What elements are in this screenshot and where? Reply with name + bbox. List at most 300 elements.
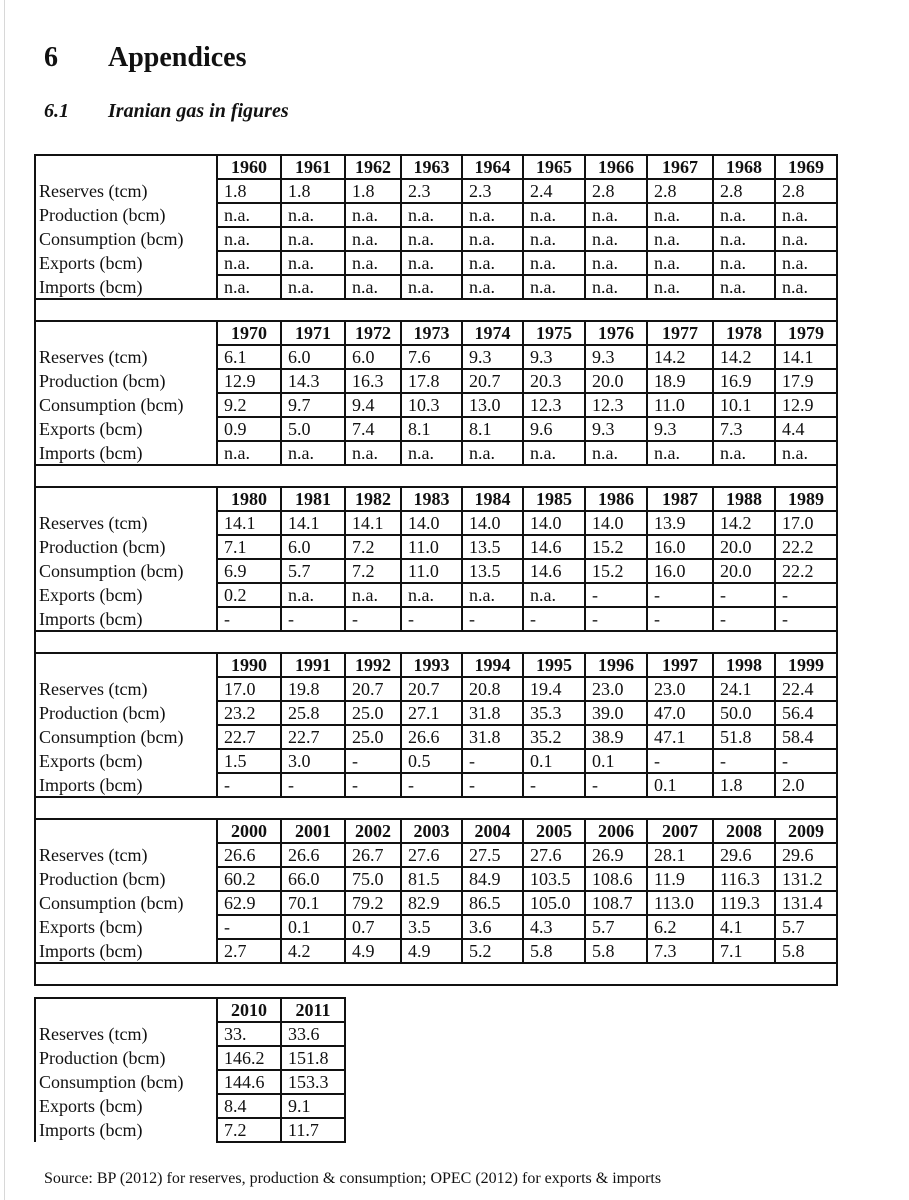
data-cell: n.a.: [281, 275, 345, 299]
data-cell: n.a.: [647, 203, 713, 227]
data-cell: 5.8: [775, 939, 837, 963]
data-cell: n.a.: [647, 275, 713, 299]
data-cell: n.a.: [281, 441, 345, 465]
data-cell: 9.7: [281, 393, 345, 417]
year-header-cell: 1964: [462, 155, 523, 179]
data-cell: 113.0: [647, 891, 713, 915]
data-cell: 18.9: [647, 369, 713, 393]
data-cell: 20.8: [462, 677, 523, 701]
spacer-cell: [35, 465, 837, 487]
table-row: [35, 773, 837, 797]
row-label: Imports (bcm): [35, 275, 217, 299]
data-cell: 13.5: [462, 535, 523, 559]
table-row: [35, 203, 837, 227]
data-cell: -: [217, 915, 281, 939]
data-cell: 14.1: [217, 511, 281, 535]
year-header-cell: 1996: [585, 653, 647, 677]
year-header-cell: 2006: [585, 819, 647, 843]
data-cell: n.a.: [345, 203, 401, 227]
row-label: Imports (bcm): [35, 1118, 217, 1142]
data-cell: 14.0: [523, 511, 585, 535]
year-header-cell: 1968: [713, 155, 775, 179]
data-cell: 22.4: [775, 677, 837, 701]
data-cell: 28.1: [647, 843, 713, 867]
data-cell: 84.9: [462, 867, 523, 891]
year-header-cell: 2002: [345, 819, 401, 843]
data-cell: 70.1: [281, 891, 345, 915]
data-cell: n.a.: [401, 251, 462, 275]
data-cell: 1.8: [281, 179, 345, 203]
data-cell: 7.2: [345, 559, 401, 583]
table-row: [35, 441, 837, 465]
data-cell: 0.5: [401, 749, 462, 773]
data-cell: n.a.: [775, 227, 837, 251]
data-cell: 20.7: [462, 369, 523, 393]
year-header-cell: 1978: [713, 321, 775, 345]
data-cell: 27.5: [462, 843, 523, 867]
data-cell: n.a.: [401, 275, 462, 299]
gas-figures-table-2010-2011: [34, 997, 346, 1143]
row-label: Reserves (tcm): [35, 179, 217, 203]
data-cell: 23.0: [585, 677, 647, 701]
table-row: [35, 677, 837, 701]
year-header-row: [35, 487, 837, 511]
data-cell: -: [217, 773, 281, 797]
data-cell: 13.9: [647, 511, 713, 535]
data-cell: -: [713, 749, 775, 773]
data-cell: 27.6: [523, 843, 585, 867]
data-cell: -: [345, 607, 401, 631]
data-cell: 5.7: [775, 915, 837, 939]
row-label: Consumption (bcm): [35, 393, 217, 417]
row-label: Exports (bcm): [35, 915, 217, 939]
data-cell: n.a.: [523, 203, 585, 227]
data-cell: n.a.: [345, 441, 401, 465]
row-label: Reserves (tcm): [35, 1022, 217, 1046]
data-cell: 39.0: [585, 701, 647, 725]
data-cell: -: [585, 773, 647, 797]
data-cell: 26.6: [217, 843, 281, 867]
data-cell: n.a.: [713, 275, 775, 299]
data-cell: 7.1: [217, 535, 281, 559]
data-cell: 22.7: [217, 725, 281, 749]
data-cell: 2.0: [775, 773, 837, 797]
data-cell: 15.2: [585, 559, 647, 583]
data-cell: 26.6: [281, 843, 345, 867]
data-cell: 31.8: [462, 701, 523, 725]
data-cell: n.a.: [523, 227, 585, 251]
year-header-cell: 1998: [713, 653, 775, 677]
year-header-cell: 2001: [281, 819, 345, 843]
year-header-cell: 1982: [345, 487, 401, 511]
data-cell: -: [713, 583, 775, 607]
data-cell: n.a.: [345, 227, 401, 251]
table-row: [35, 369, 837, 393]
data-cell: n.a.: [775, 275, 837, 299]
data-cell: n.a.: [345, 275, 401, 299]
table-row: [35, 535, 837, 559]
data-cell: 5.7: [585, 915, 647, 939]
data-cell: -: [647, 749, 713, 773]
data-cell: 2.8: [713, 179, 775, 203]
year-header-cell: 1965: [523, 155, 585, 179]
data-cell: 0.2: [217, 583, 281, 607]
year-header-cell: 1975: [523, 321, 585, 345]
data-cell: 7.6: [401, 345, 462, 369]
data-cell: 27.6: [401, 843, 462, 867]
data-cell: 9.4: [345, 393, 401, 417]
year-header-cell: 2010: [217, 998, 281, 1022]
data-cell: -: [462, 749, 523, 773]
subsection-heading: [44, 100, 289, 123]
data-cell: 33.: [217, 1022, 281, 1046]
table-row: [35, 607, 837, 631]
data-cell: n.a.: [462, 583, 523, 607]
data-cell: 6.9: [217, 559, 281, 583]
block-spacer-row: [35, 797, 837, 819]
row-label: Reserves (tcm): [35, 511, 217, 535]
data-cell: 26.9: [585, 843, 647, 867]
year-header-cell: 1962: [345, 155, 401, 179]
data-cell: 2.3: [462, 179, 523, 203]
section-number: 6: [44, 42, 58, 73]
table-row: [35, 701, 837, 725]
data-cell: 20.0: [585, 369, 647, 393]
data-cell: 25.8: [281, 701, 345, 725]
row-label-blank: [35, 321, 217, 345]
data-cell: 119.3: [713, 891, 775, 915]
data-cell: 0.7: [345, 915, 401, 939]
data-cell: 14.2: [713, 511, 775, 535]
row-label: Imports (bcm): [35, 441, 217, 465]
table-row: [35, 227, 837, 251]
row-label: Reserves (tcm): [35, 843, 217, 867]
subsection-number: 6.1: [44, 100, 69, 122]
year-header-cell: 1989: [775, 487, 837, 511]
data-cell: n.a.: [217, 441, 281, 465]
table-row: [35, 891, 837, 915]
year-header-cell: 1960: [217, 155, 281, 179]
block-spacer-row: [35, 963, 837, 985]
data-cell: 29.6: [775, 843, 837, 867]
row-label: Reserves (tcm): [35, 345, 217, 369]
data-cell: n.a.: [647, 227, 713, 251]
row-label: Production (bcm): [35, 1046, 217, 1070]
data-cell: 10.3: [401, 393, 462, 417]
year-header-cell: 2004: [462, 819, 523, 843]
data-cell: n.a.: [713, 251, 775, 275]
data-cell: 79.2: [345, 891, 401, 915]
table-row: [35, 393, 837, 417]
data-cell: 0.9: [217, 417, 281, 441]
data-cell: n.a.: [217, 275, 281, 299]
subsection-title: Iranian gas in figures: [108, 100, 289, 122]
year-header-cell: 1967: [647, 155, 713, 179]
data-cell: -: [401, 773, 462, 797]
year-header-cell: 1976: [585, 321, 647, 345]
data-cell: 58.4: [775, 725, 837, 749]
data-cell: 5.8: [585, 939, 647, 963]
row-label: Production (bcm): [35, 535, 217, 559]
data-cell: 11.7: [281, 1118, 345, 1142]
data-cell: 5.7: [281, 559, 345, 583]
data-cell: 38.9: [585, 725, 647, 749]
data-cell: 31.8: [462, 725, 523, 749]
row-label: Consumption (bcm): [35, 559, 217, 583]
data-cell: 7.1: [713, 939, 775, 963]
data-cell: 19.8: [281, 677, 345, 701]
table-row: [35, 867, 837, 891]
data-cell: -: [775, 749, 837, 773]
data-cell: 20.0: [713, 559, 775, 583]
year-header-cell: 1980: [217, 487, 281, 511]
data-cell: n.a.: [523, 583, 585, 607]
data-cell: n.a.: [647, 251, 713, 275]
data-cell: -: [647, 607, 713, 631]
data-cell: 47.1: [647, 725, 713, 749]
data-cell: 17.8: [401, 369, 462, 393]
table-row: [35, 1022, 345, 1046]
table-row: [35, 725, 837, 749]
table-row: [35, 179, 837, 203]
data-cell: 151.8: [281, 1046, 345, 1070]
data-cell: -: [462, 607, 523, 631]
source-note: Source: BP (2012) for reserves, production & consumption; OPEC (2012) for exports & imports: [44, 1170, 662, 1187]
year-header-cell: 1988: [713, 487, 775, 511]
table-row: [35, 843, 837, 867]
data-cell: 66.0: [281, 867, 345, 891]
row-label: Production (bcm): [35, 701, 217, 725]
data-cell: 22.7: [281, 725, 345, 749]
data-cell: 7.3: [647, 939, 713, 963]
data-cell: 22.2: [775, 559, 837, 583]
data-cell: n.a.: [462, 203, 523, 227]
data-cell: 13.5: [462, 559, 523, 583]
data-cell: -: [775, 607, 837, 631]
data-cell: n.a.: [462, 251, 523, 275]
year-header-cell: 1970: [217, 321, 281, 345]
row-label-blank: [35, 487, 217, 511]
data-cell: 75.0: [345, 867, 401, 891]
data-cell: 26.7: [345, 843, 401, 867]
data-cell: 9.3: [523, 345, 585, 369]
data-cell: -: [401, 607, 462, 631]
year-header-cell: 1990: [217, 653, 281, 677]
data-cell: 4.9: [345, 939, 401, 963]
year-header-cell: 2011: [281, 998, 345, 1022]
table-row: [35, 345, 837, 369]
table-row: [35, 417, 837, 441]
data-cell: 13.0: [462, 393, 523, 417]
data-cell: 4.1: [713, 915, 775, 939]
data-cell: 144.6: [217, 1070, 281, 1094]
data-cell: 3.0: [281, 749, 345, 773]
data-cell: 7.2: [217, 1118, 281, 1142]
data-cell: 7.2: [345, 535, 401, 559]
data-cell: 116.3: [713, 867, 775, 891]
section-title: Appendices: [108, 42, 247, 73]
data-cell: 50.0: [713, 701, 775, 725]
data-cell: 14.0: [401, 511, 462, 535]
data-cell: -: [585, 607, 647, 631]
data-cell: n.a.: [217, 227, 281, 251]
data-cell: 3.6: [462, 915, 523, 939]
year-header-cell: 1999: [775, 653, 837, 677]
year-header-row: [35, 155, 837, 179]
table-row: [35, 559, 837, 583]
table-row: [35, 915, 837, 939]
section-heading: [44, 42, 246, 74]
data-cell: 17.0: [775, 511, 837, 535]
data-cell: 11.9: [647, 867, 713, 891]
data-cell: 14.1: [345, 511, 401, 535]
year-header-cell: 1984: [462, 487, 523, 511]
row-label: Production (bcm): [35, 203, 217, 227]
data-cell: 9.2: [217, 393, 281, 417]
data-cell: 5.0: [281, 417, 345, 441]
data-cell: -: [775, 583, 837, 607]
data-cell: 47.0: [647, 701, 713, 725]
year-header-row: [35, 321, 837, 345]
data-cell: 81.5: [401, 867, 462, 891]
data-cell: 20.7: [345, 677, 401, 701]
data-cell: 4.9: [401, 939, 462, 963]
data-cell: n.a.: [345, 251, 401, 275]
year-header-cell: 2009: [775, 819, 837, 843]
data-cell: n.a.: [585, 251, 647, 275]
table-row: [35, 1094, 345, 1118]
spacer-cell: [35, 299, 837, 321]
data-cell: -: [713, 607, 775, 631]
data-cell: n.a.: [462, 275, 523, 299]
year-header-cell: 1987: [647, 487, 713, 511]
data-cell: n.a.: [585, 203, 647, 227]
data-cell: 12.9: [775, 393, 837, 417]
data-cell: 105.0: [523, 891, 585, 915]
data-cell: 14.1: [281, 511, 345, 535]
year-header-cell: 1969: [775, 155, 837, 179]
row-label: Exports (bcm): [35, 1094, 217, 1118]
data-cell: 3.5: [401, 915, 462, 939]
data-cell: 9.3: [462, 345, 523, 369]
year-header-row: [35, 653, 837, 677]
data-cell: n.a.: [401, 583, 462, 607]
data-cell: 1.5: [217, 749, 281, 773]
data-cell: 86.5: [462, 891, 523, 915]
data-cell: 131.4: [775, 891, 837, 915]
data-cell: 24.1: [713, 677, 775, 701]
row-label: Consumption (bcm): [35, 725, 217, 749]
year-header-cell: 1971: [281, 321, 345, 345]
data-cell: 1.8: [217, 179, 281, 203]
year-header-cell: 1991: [281, 653, 345, 677]
data-cell: 9.3: [585, 417, 647, 441]
data-cell: 16.0: [647, 559, 713, 583]
data-cell: 25.0: [345, 701, 401, 725]
year-header-cell: 2000: [217, 819, 281, 843]
row-label-blank: [35, 819, 217, 843]
data-cell: n.a.: [713, 227, 775, 251]
data-cell: 17.9: [775, 369, 837, 393]
data-cell: n.a.: [775, 203, 837, 227]
data-cell: 2.3: [401, 179, 462, 203]
data-cell: 11.0: [647, 393, 713, 417]
row-label: Consumption (bcm): [35, 1070, 217, 1094]
table-row: [35, 583, 837, 607]
data-cell: 108.7: [585, 891, 647, 915]
data-cell: -: [585, 583, 647, 607]
data-cell: 20.0: [713, 535, 775, 559]
data-cell: 2.4: [523, 179, 585, 203]
year-header-cell: 1979: [775, 321, 837, 345]
row-label: Imports (bcm): [35, 773, 217, 797]
row-label: Imports (bcm): [35, 939, 217, 963]
data-cell: 27.1: [401, 701, 462, 725]
data-cell: 0.1: [647, 773, 713, 797]
data-cell: 0.1: [523, 749, 585, 773]
year-header-cell: 1986: [585, 487, 647, 511]
table-row: [35, 1118, 345, 1142]
data-cell: n.a.: [585, 227, 647, 251]
year-header-cell: 1972: [345, 321, 401, 345]
data-cell: 35.2: [523, 725, 585, 749]
year-header-cell: 1961: [281, 155, 345, 179]
data-cell: n.a.: [523, 251, 585, 275]
data-cell: 12.3: [585, 393, 647, 417]
table-row: [35, 275, 837, 299]
data-cell: 103.5: [523, 867, 585, 891]
data-cell: -: [281, 773, 345, 797]
row-label: Exports (bcm): [35, 251, 217, 275]
row-label: Production (bcm): [35, 867, 217, 891]
year-header-cell: 2007: [647, 819, 713, 843]
data-cell: n.a.: [775, 251, 837, 275]
data-cell: 29.6: [713, 843, 775, 867]
data-cell: 2.8: [775, 179, 837, 203]
row-label: Exports (bcm): [35, 583, 217, 607]
data-cell: 9.3: [585, 345, 647, 369]
data-cell: 6.0: [345, 345, 401, 369]
data-cell: -: [462, 773, 523, 797]
data-cell: 19.4: [523, 677, 585, 701]
data-cell: n.a.: [281, 203, 345, 227]
data-cell: -: [345, 773, 401, 797]
data-cell: n.a.: [281, 227, 345, 251]
data-cell: 23.0: [647, 677, 713, 701]
data-cell: 51.8: [713, 725, 775, 749]
data-cell: 14.2: [713, 345, 775, 369]
year-header-cell: 1985: [523, 487, 585, 511]
data-cell: 12.3: [523, 393, 585, 417]
data-cell: 62.9: [217, 891, 281, 915]
data-cell: 20.7: [401, 677, 462, 701]
data-cell: 0.1: [281, 915, 345, 939]
data-cell: 22.2: [775, 535, 837, 559]
data-cell: 17.0: [217, 677, 281, 701]
data-cell: 5.8: [523, 939, 585, 963]
block-spacer-row: [35, 631, 837, 653]
data-cell: n.a.: [281, 583, 345, 607]
data-cell: 2.8: [647, 179, 713, 203]
data-cell: 20.3: [523, 369, 585, 393]
data-cell: 6.0: [281, 535, 345, 559]
data-cell: 82.9: [401, 891, 462, 915]
gas-figures-table: [34, 154, 838, 986]
row-label: Production (bcm): [35, 369, 217, 393]
data-cell: 10.1: [713, 393, 775, 417]
data-cell: 9.6: [523, 417, 585, 441]
page-edge-line: [4, 0, 5, 1200]
